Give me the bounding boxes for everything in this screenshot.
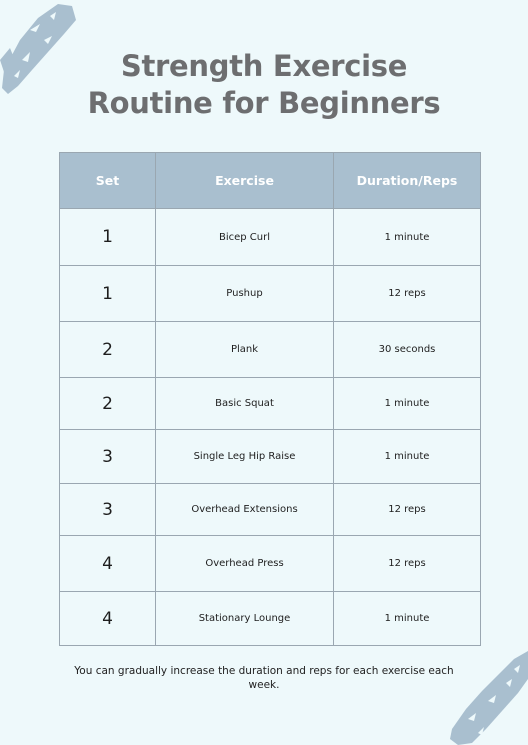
set-cell: 4	[60, 592, 156, 646]
title-line-1: Strength Exercise	[120, 49, 408, 83]
exercise-cell: Stationary Lounge	[156, 592, 334, 646]
brush-stroke-decoration-bottom-right	[448, 649, 528, 745]
table-row	[60, 430, 481, 484]
table-row	[60, 484, 481, 536]
duration-cell: 1 minute	[334, 430, 481, 484]
table-row	[60, 209, 481, 266]
duration-cell: 1 minute	[334, 209, 481, 266]
exercise-cell: Basic Squat	[156, 378, 334, 430]
set-cell: 3	[60, 484, 156, 536]
title-line-2: Routine for Beginners	[87, 86, 441, 120]
footer-note: You can gradually increase the duration and reps for each exercise each week.	[74, 665, 454, 691]
set-cell: 1	[60, 266, 156, 322]
set-cell: 3	[60, 430, 156, 484]
exercise-cell: Overhead Press	[156, 536, 334, 592]
duration-cell: 30 seconds	[334, 322, 481, 378]
exercise-cell: Bicep Curl	[156, 209, 334, 266]
duration-cell: 12 reps	[334, 536, 481, 592]
set-cell: 4	[60, 536, 156, 592]
exercise-cell: Pushup	[156, 266, 334, 322]
header-exercise: Exercise	[156, 153, 334, 209]
table-row	[60, 592, 481, 646]
exercise-cell: Plank	[156, 322, 334, 378]
header-duration: Duration/Reps	[334, 153, 481, 209]
table-row	[60, 378, 481, 430]
set-cell: 2	[60, 378, 156, 430]
set-cell: 1	[60, 209, 156, 266]
exercise-cell: Single Leg Hip Raise	[156, 430, 334, 484]
header-set: Set	[60, 153, 156, 209]
table-row	[60, 536, 481, 592]
table-row	[60, 322, 481, 378]
duration-cell: 12 reps	[334, 484, 481, 536]
table-row	[60, 266, 481, 322]
page-title	[0, 48, 528, 122]
table-header-row	[60, 153, 481, 209]
exercise-routine-table	[59, 152, 481, 646]
exercise-cell: Overhead Extensions	[156, 484, 334, 536]
duration-cell: 12 reps	[334, 266, 481, 322]
duration-cell: 1 minute	[334, 592, 481, 646]
set-cell: 2	[60, 322, 156, 378]
duration-cell: 1 minute	[334, 378, 481, 430]
